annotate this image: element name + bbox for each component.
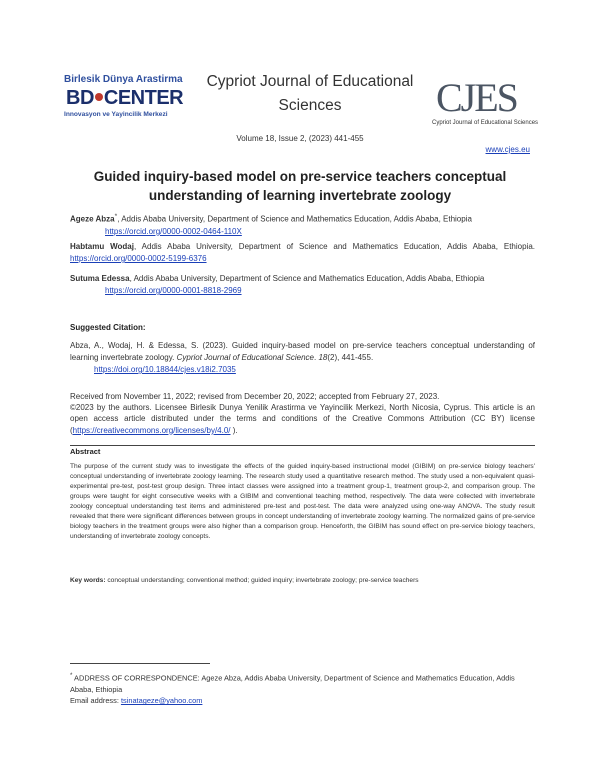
email-label: Email address: (70, 696, 121, 706)
license-text: ©2023 by the authors. Licensee Birlesik Dunya Yenilik Arastirma ve Yayincilik Merkezi, North Nicosia, Cyprus. This article is an open access article distributed under the terms and conditions of the Creative Commons Attribution (CC BY) license (https://creativecommons.org/licenses/by/4.0/ ). (70, 403, 535, 435)
received-dates: Received from November 11, 2022; revised from December 20, 2022; accepted from February 27, 2023. (70, 392, 440, 401)
citation-issue-pages: (2), 441-455. (327, 353, 374, 362)
footnote-divider (70, 663, 210, 664)
author-mark: * (114, 213, 118, 220)
citation-volume: 18 (318, 353, 328, 362)
author-affiliation: , Addis Ababa University, Department of Science and Mathematics Education, Addis Ababa, Ethiopia. (133, 242, 535, 251)
author-block (70, 211, 535, 238)
keywords-list: conceptual understanding; conventional method; guided inquiry; invertebrate zoology; pre-service teachers (105, 577, 419, 584)
footnote-text: ADDRESS OF CORRESPONDENCE: Ageze Abza, Addis Ababa University, Department of Science and Mathematics Education, Addis Ababa, Ethiopia (70, 673, 515, 694)
logo-dot-icon (95, 93, 103, 101)
journal-website-link[interactable]: www.cjes.eu (485, 145, 530, 154)
citation-journal: Cypriot Journal of Educational Science (176, 353, 315, 362)
logo-line2: BD CENTER (66, 87, 184, 109)
logo-line3: Innovasyon ve Yayincilik Merkezi (64, 111, 168, 118)
cjes-logo-mark: CJES (436, 75, 517, 120)
keywords (70, 577, 535, 584)
keywords-label: Key words: (70, 577, 106, 584)
author-orcid-link[interactable]: https://orcid.org/0000-0002-5199-6376 (70, 254, 207, 263)
author-block (70, 241, 535, 265)
citation-text: Abza, A., Wodaj, H. & Edessa, S. (2023). Guided inquiry-based model on pre-service teachers conceptual understanding of learning invertebrate zoology. Cypriot Journal of Educational Science. 18(2), 441-455. https://doi.org/10.18844/cjes.v18i2.7035 (70, 341, 535, 374)
publication-info (70, 391, 535, 436)
citation-doi-link[interactable]: https://doi.org/10.18844/cjes.v18i2.7035 (94, 365, 236, 374)
correspondence-footnote (70, 670, 535, 707)
author-name: Habtamu Wodaj (70, 242, 134, 251)
citation-heading: Suggested Citation: (70, 323, 146, 332)
abstract-divider (70, 445, 535, 446)
email-link[interactable]: tsinatageze@yahoo.com (120, 696, 203, 706)
author-affiliation: , Addis Ababa University, Department of Science and Mathematics Education, Addis Ababa, Ethiopia (129, 274, 485, 283)
abstract-text: The purpose of the current study was to investigate the effects of the guided inquiry-based instructional model (GIBIM) on pre-service biology teachers' conceptual understanding of invertebrate zoology learning. The research study used a quantitative research method. The study used a non-equivalent quasi-experimental pre-test, post-test group design. Three intact classes were assigned into a treatment group-1, treatment group-2, and comparison group. The groups were taught for eight consecutive weeks with a GIBIM and conventional teaching method, respectively. The data were collected with invertebrate zoology conceptual understanding test items and administered pre-test and post-test. The data were analyzed using one-way ANOVA. The study result revealed that there were significant differences between groups in concept understanding of invertebrate zoology learning. The normalized gains of pre-service biology teachers in the treatment groups were also higher than a comparison group. Henceforth, the GIBIM has sound effect on pre-service biology teachers, understanding of invertebrate zoology concepts. (70, 463, 535, 540)
author-name: Ageze Abza (70, 214, 115, 224)
volume-info: Volume 18, Issue 2, (2023) 441-455 (236, 134, 364, 143)
logo-line1: Birlesik Dünya Arastirma (64, 74, 183, 85)
author-orcid-link[interactable]: https://orcid.org/0000-0001-8818-2969 (105, 286, 242, 295)
citation-body: Abza, A., Wodaj, H. & Edessa, S. (2023). Guided inquiry-based model on pre-service teachers conceptual understanding of learning invertebrate zoology. (70, 341, 535, 362)
author-orcid-link[interactable]: https://orcid.org/0000-0002-0464-110X (105, 226, 242, 236)
journal-title: Cypriot Journal of Educational Sciences (206, 73, 414, 114)
cjes-logo (428, 75, 539, 134)
abstract-heading: Abstract (70, 447, 101, 456)
author-block (70, 273, 535, 297)
footnote-mark: * (70, 672, 73, 679)
cjes-logo-subtitle: Cypriot Journal of Educational Sciences (432, 120, 539, 126)
author-name: Sutuma Edessa (70, 274, 130, 283)
license-link[interactable]: https://creativecommons.org/licenses/by/4.0/ (72, 425, 231, 435)
author-affiliation: , Addis Ababa University, Department of Science and Mathematics Education, Addis Ababa, Ethiopia (117, 214, 472, 224)
bd-center-logo (60, 70, 184, 128)
paper-title: Guided inquiry-based model on pre-service teachers conceptual understanding of learning invertebrate zoology (93, 169, 507, 203)
